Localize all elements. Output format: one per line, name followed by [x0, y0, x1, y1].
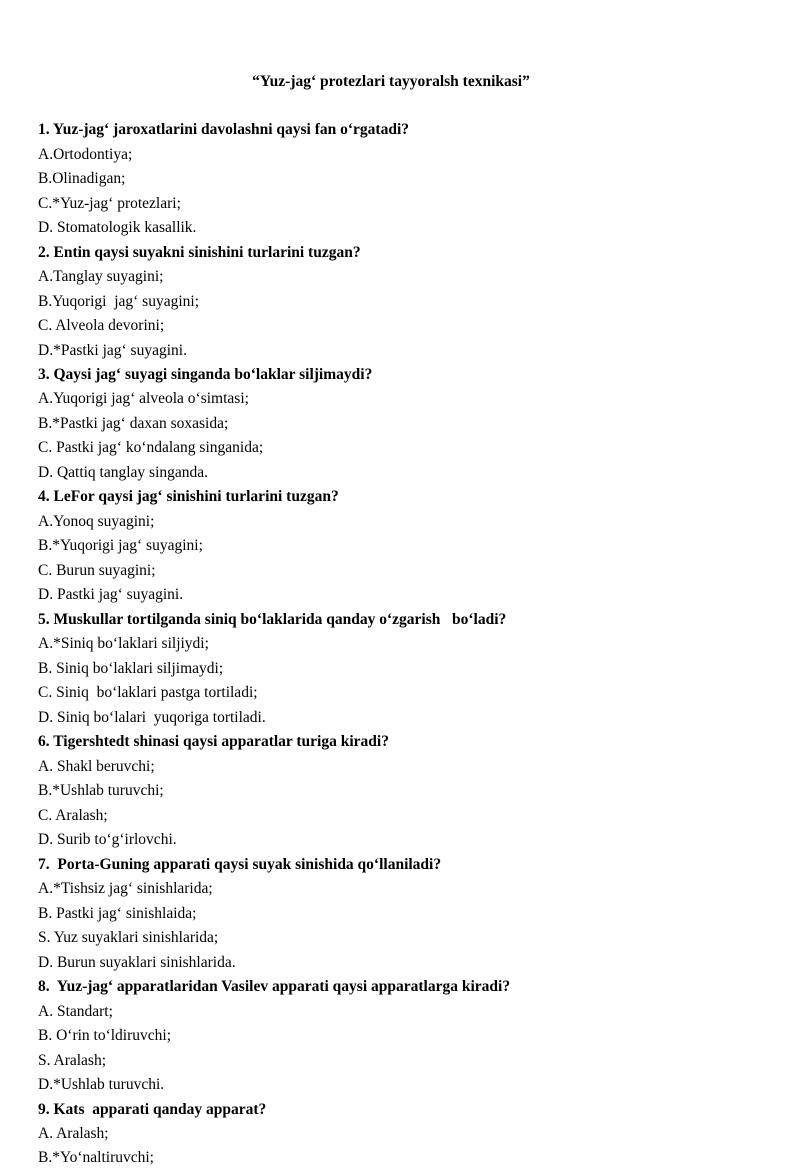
answer-option: B.Yuqorigi jag‘ suyagini;	[38, 292, 200, 310]
answer-option: A.Tanglay suyagini;	[38, 268, 164, 286]
question-text: 1. Yuz-jag‘ jaroxatlarini davolashni qaysi fan o‘rgatadi?	[38, 121, 410, 139]
answer-option: C. Pastki jag‘ ko‘ndalang singanida;	[38, 439, 264, 457]
answer-option: A. Aralash;	[38, 1125, 109, 1142]
answer-option: A.Ortodontiya;	[38, 145, 133, 163]
answer-option: A. Standart;	[38, 1002, 113, 1020]
answer-option: C.*Yuz-jag‘ protezlari;	[38, 194, 181, 212]
question-text: 6. Tigershtedt shinasi qaysi apparatlar turiga kiradi?	[38, 733, 389, 751]
question-block-6	[38, 730, 744, 852]
answer-option: B.*Pastki jag‘ daxan soxasida;	[38, 414, 229, 432]
answer-option: D.*Ushlab turuvchi.	[38, 1076, 165, 1094]
answer-option: A.*Siniq bo‘laklari siljiydi;	[38, 635, 209, 653]
answer-option: A.*Tishsiz jag‘ sinishlarida;	[38, 880, 213, 898]
answer-option: B.Olinadigan;	[38, 170, 126, 188]
question-text: 2. Entin qaysi suyakni sinishini turlarini tuzgan?	[38, 243, 361, 261]
answer-option: B.*Ushlab turuvchi;	[38, 782, 164, 800]
question-block-4	[38, 485, 744, 607]
answer-option: A.Yonoq suyagini;	[38, 512, 155, 530]
answer-option: B.*Yo‘naltiruvchi;	[38, 1149, 154, 1167]
answer-option: A. Shakl beruvchi;	[38, 757, 155, 775]
answer-option: S. Yuz suyaklari sinishlarida;	[38, 929, 219, 947]
answer-option: D.*Pastki jag‘ suyagini.	[38, 341, 187, 359]
answer-option: C. Siniq bo‘laklari pastga tortiladi;	[38, 684, 258, 702]
question-block-8	[38, 975, 744, 1097]
answer-option: B. Pastki jag‘ sinishlaida;	[38, 904, 197, 922]
question-text: 3. Qaysi jag‘ suyagi singanda bo‘laklar siljimaydi?	[38, 365, 373, 383]
answer-option: A.Yuqorigi jag‘ alveola o‘simtasi;	[38, 390, 249, 408]
answer-option: S. Aralash;	[38, 1051, 107, 1069]
question-block-9	[38, 1098, 744, 1171]
answer-option: D. Surib to‘g‘irlovchi.	[38, 831, 177, 849]
question-block-2	[38, 241, 744, 363]
answer-option: D. Pastki jag‘ suyagini.	[38, 586, 184, 604]
question-text: 4. LeFor qaysi jag‘ sinishini turlarini tuzgan?	[38, 488, 339, 506]
answer-option: B. O‘rin to‘ldiruvchi;	[38, 1027, 172, 1045]
question-block-7	[38, 853, 744, 975]
answer-option: D. Qattiq tanglay singanda.	[38, 463, 209, 481]
question-text: 9. Kats apparati qanday apparat?	[38, 1100, 267, 1118]
answer-option: D. Stomatologik kasallik.	[38, 219, 197, 237]
answer-option: B.*Yuqorigi jag‘ suyagini;	[38, 537, 203, 555]
answer-option: B. Siniq bo‘laklari siljimaydi;	[38, 659, 224, 677]
page-title: “Yuz-jag‘ protezlari tayyoralsh texnikasi”	[252, 73, 530, 90]
answer-option: D. Burun suyaklari sinishlarida.	[38, 953, 236, 971]
answer-option: D. Siniq bo‘lalari yuqoriga tortiladi.	[38, 708, 266, 726]
question-block-1	[38, 118, 744, 240]
question-text: 8. Yuz-jag‘ apparatlaridan Vasilev apparati qaysi apparatlarga kiradi?	[38, 978, 511, 996]
answer-option: C. Burun suyagini;	[38, 561, 156, 579]
answer-option: C. Alveola devorini;	[38, 317, 165, 335]
question-block-5	[38, 608, 744, 730]
answer-option: C. Aralash;	[38, 806, 108, 824]
question-text: 7. Porta-Guning apparati qaysi suyak sinishida qo‘llaniladi?	[38, 855, 442, 873]
question-block-3	[38, 363, 744, 485]
question-text: 5. Muskullar tortilganda siniq bo‘laklarida qanday o‘zgarish bo‘ladi?	[38, 610, 507, 628]
